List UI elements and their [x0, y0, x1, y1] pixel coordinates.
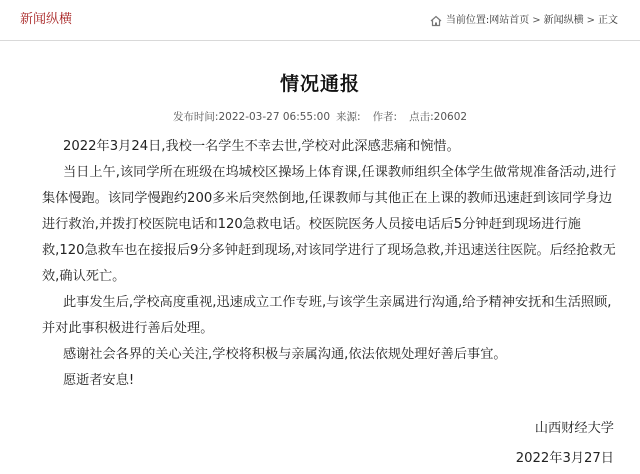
breadcrumb-separator: > — [586, 15, 595, 26]
signature-date: 2022年3月27日 — [515, 451, 614, 466]
page-header — [0, 0, 640, 41]
paragraph-text: 愿逝者安息! — [63, 373, 135, 388]
section-title[interactable]: 新闻纵横 — [20, 12, 73, 27]
breadcrumb — [430, 14, 618, 28]
paragraph-text: 2022年3月24日,我校一名学生不幸去世,学校对此深感悲痛和惋惜。 — [63, 139, 460, 154]
author-label: 作者: — [372, 111, 398, 123]
source-label: 来源: — [336, 111, 361, 123]
article-title: 情况通报 — [279, 73, 360, 95]
publish-label: 发布时间: — [172, 111, 219, 123]
paragraph — [42, 368, 620, 394]
paragraph — [21, 160, 620, 290]
paragraph — [42, 134, 620, 160]
breadcrumb-item-home[interactable]: 网站首页 — [489, 15, 530, 26]
paragraph-text: 当日上午,该同学所在班级在坞城校区操场上体育课,任课教师组织全体学生做常规准备活动,进行集体慢跑。该同学慢跑约200多米后突然倒地,任课教师与其他正在上课的教师迅速赶到该同学身边进行救治,并拨打校医院电话和120急救电话。校医院医务人员接电话后5分钟赶到现场进行施救,120急救车也在接报后9分多钟赶到现场,对该同学进行了现场急救,并迅速送往医院。后经抢救无效,确认死亡。 — [42, 165, 617, 284]
breadcrumb-prefix: 当前位置: — [445, 15, 490, 26]
home-icon — [430, 15, 442, 27]
publish-time: 2022-03-27 06:55:00 — [218, 111, 331, 123]
breadcrumb-item-current: 正文 — [598, 15, 618, 26]
clicks-label: 点击: — [409, 111, 434, 123]
article-body — [42, 134, 620, 394]
paragraph-text: 感谢社会各界的关心关注,学校将积极与亲属沟通,依法依规处理好善后事宜。 — [63, 347, 507, 362]
paragraph-text: 此事发生后,学校高度重视,迅速成立工作专班,与该学生亲属进行沟通,给予精神安抚和生活照顾,并对此事积极进行善后处理。 — [42, 295, 612, 336]
breadcrumb-separator: > — [532, 15, 541, 26]
clicks-count: 20602 — [433, 111, 468, 123]
breadcrumb-item-news[interactable]: 新闻纵横 — [543, 15, 584, 26]
paragraph — [42, 342, 620, 368]
article-meta — [0, 110, 640, 124]
paragraph — [21, 290, 620, 342]
signature: 山西财经大学 — [534, 421, 614, 436]
